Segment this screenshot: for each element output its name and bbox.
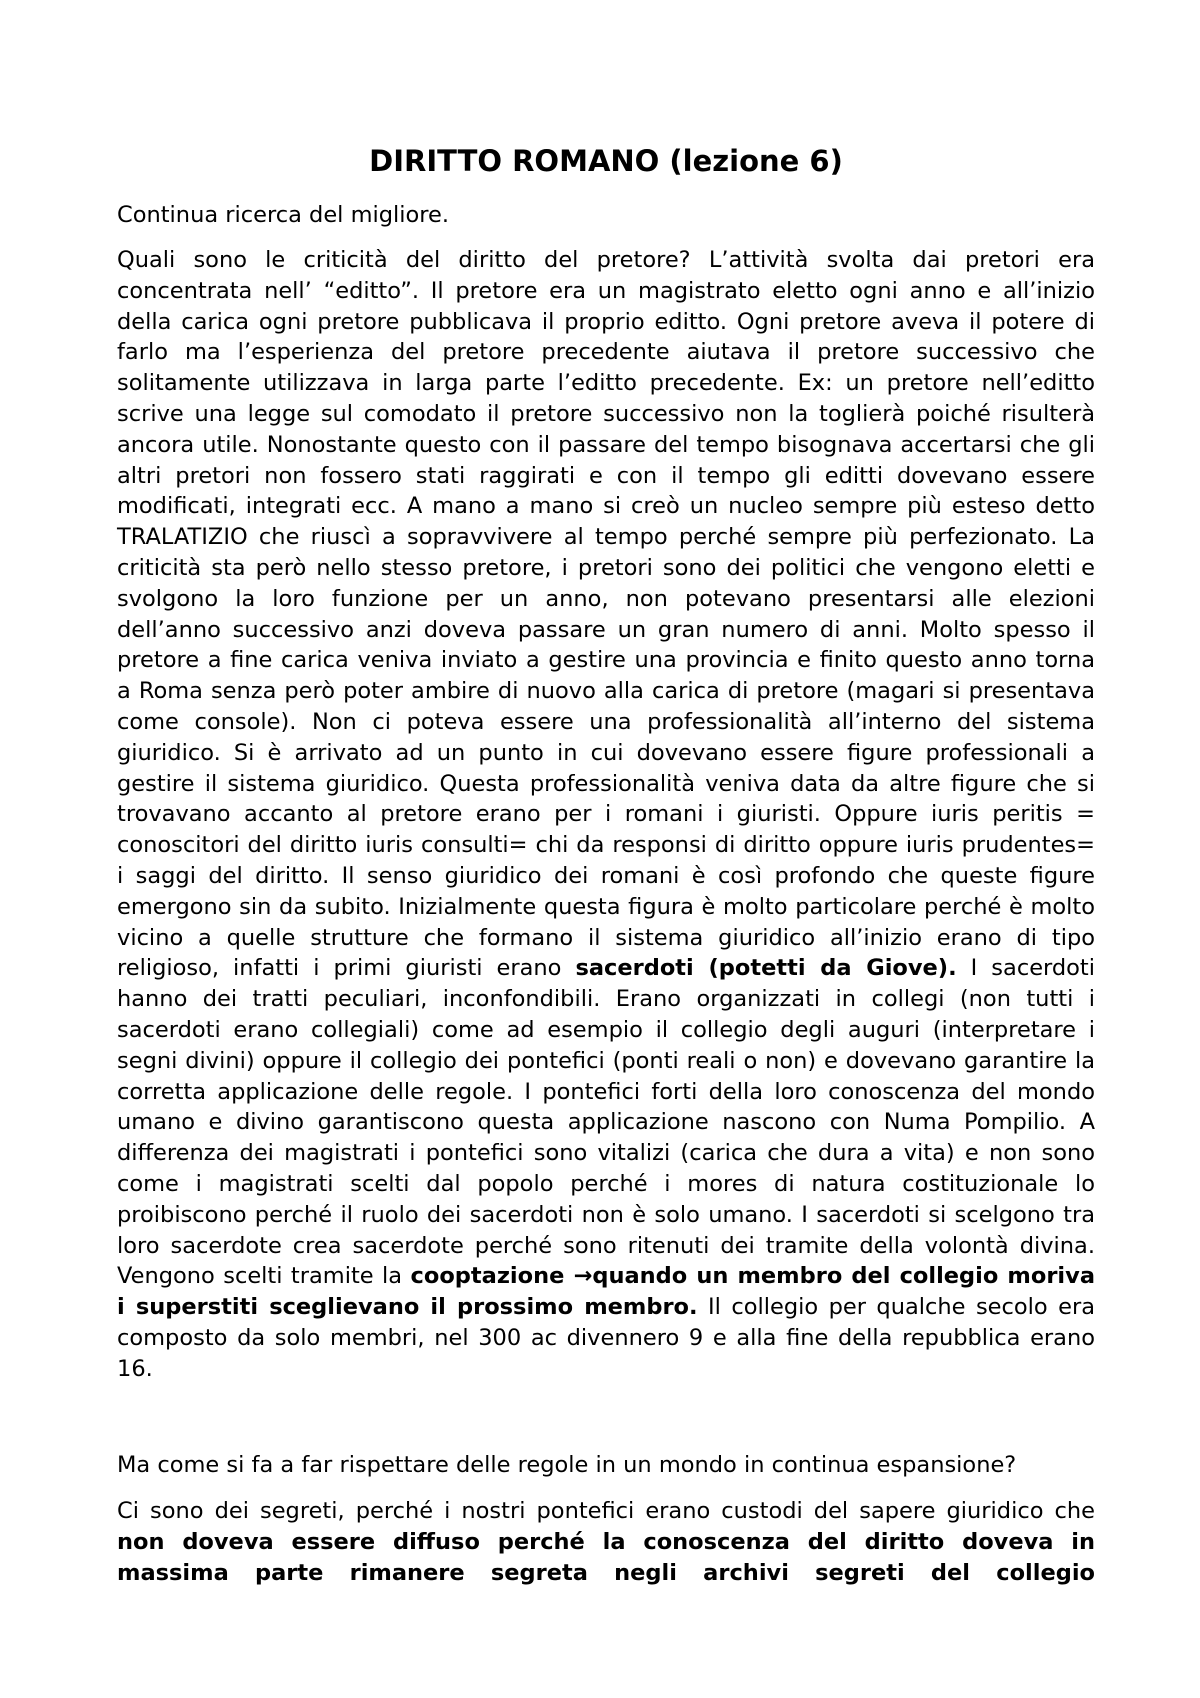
main-text-part1: Quali sono le criticità del diritto del pretore? L’attività svolta dai pretori era concentrata nell’ “editto”. Il pretore era un magistrato eletto ogni anno e all’inizio della carica ogni pretore pubblicava il proprio editto. Ogni pretore aveva il potere di farlo ma l’esperienza del pretore precedente aiutava il pretore successivo che solitamente utilizzava in larga parte l’editto precedente. Ex: un pretore nell’editto scrive una legge sul comodato il pretore successivo non la toglierà poiché risulterà ancora utile. Nonostante questo con il passare del tempo bisognava accertarsi che gli altri pretori non fossero stati raggirati e con il tempo gli editti dovevano essere modificati, integrati ecc. A mano a mano si creò un nucleo sempre più esteso detto TRALATIZIO che riuscì a sopravvivere al tempo perché sempre più perfezionato. La criticità sta però nello stesso pretore, i pretori sono dei politici che vengono eletti e svolgono la loro funzione per un anno, non potevano presentarsi alle elezioni dell’anno successivo anzi doveva passare un gran numero di anni. Molto spesso il pretore a fine carica veniva inviato a gestire una provincia e finito questo anno torna a Roma senza però poter ambire di nuovo alla carica di pretore (magari si presentava come console). Non ci poteva essere una professionalità all’interno del sistema giuridico. Si è arrivato ad un punto in cui dovevano essere figure professionali a gestire il sistema giuridico. Questa professionalità veniva data da altre figure che si trovavano accanto al pretore erano per i romani i giuristi. Oppure iuris peritis = conoscitori del diritto iuris consulti= chi da responsi di diritto oppure iuris prudentes= i saggi del diritto. Il senso giuridico dei romani è così profondo che queste figure emergono sin da subito. Inizialmente questa figura è molto particolare perché è molto vicino a quelle strutture che formano il sistema giuridico all’inizio erano di tipo religioso, infatti i primi giuristi erano xyxy=(117,247,1095,982)
main-text-part3: Il collegio per qualche secolo era composto da solo membri, nel 300 ac divennero 9 e alla fine della repubblica erano 16. xyxy=(117,1294,1095,1382)
last-bold-text: non doveva essere diffuso perché la conoscenza del diritto doveva in massima parte rimanere segreta negli archivi segreti del collegio xyxy=(117,1528,1095,1586)
main-bold-cooptazione: cooptazione →quando un membro del collegio moriva i superstiti sceglievano il prossimo membro. xyxy=(117,1263,1095,1321)
page-title: DIRITTO ROMANO (lezione 6) xyxy=(369,144,843,178)
intro-paragraph: Continua ricerca del migliore. xyxy=(117,202,450,228)
question-paragraph: Ma come si fa a far rispettare delle regole in un mondo in continua espansione? xyxy=(117,1452,1017,1478)
last-text-part1: Ci sono dei segreti, perché i nostri pontefici erano custodi del sapere giuridico che xyxy=(117,1498,1095,1524)
main-paragraph xyxy=(117,245,1095,1384)
last-paragraph xyxy=(117,1496,1095,1588)
main-text-part2: I sacerdoti hanno dei tratti peculiari, inconfondibili. Erano organizzati in collegi (non tutti i sacerdoti erano collegiali) come ad esempio il collegio degli auguri (interpretare i segni divini) oppure il collegio dei pontefici (ponti reali o non) e dovevano garantire la corretta applicazione delle regole. I pontefici forti della loro conoscenza del mondo umano e divino garantiscono questa applicazione nascono con Numa Pompilio. A differenza dei magistrati i pontefici sono vitalizi (carica che dura a vita) e non sono come i magistrati scelti dal popolo perché i mores di natura costituzionale lo proibiscono perché il ruolo dei sacerdoti non è solo umano. I sacerdoti si scelgono tra loro sacerdote crea sacerdote perché sono ritenuti dei tramite della volontà divina. Vengono scelti tramite la xyxy=(117,955,1096,1290)
main-bold-sacerdoti: sacerdoti (potetti da Giove). xyxy=(575,955,957,982)
document-page xyxy=(117,0,1095,1698)
